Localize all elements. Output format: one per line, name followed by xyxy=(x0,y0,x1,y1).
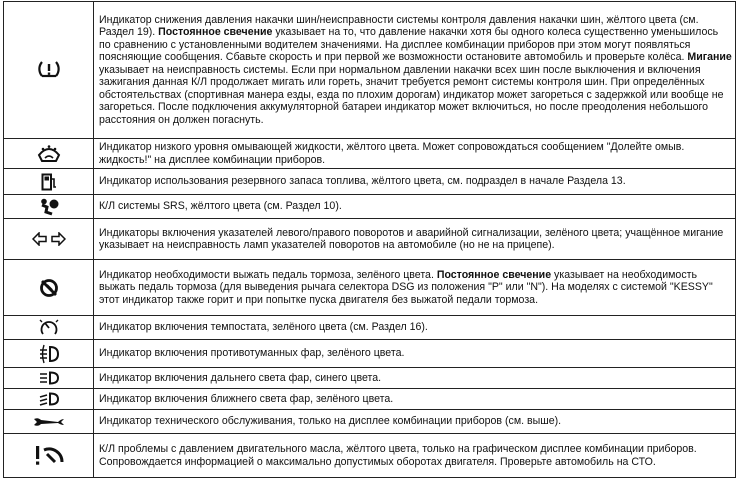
description-bold: Постоянное свечение xyxy=(436,268,552,281)
table-row xyxy=(4,195,736,219)
icon-cell xyxy=(4,2,94,139)
fuel-reserve-icon xyxy=(4,173,93,191)
airbag-srs-icon xyxy=(4,198,93,216)
description-bold: Мигание xyxy=(687,51,732,64)
description-text: Индикатор низкого уровня омывающей жидкости, жёлтого цвета. Может сопровождаться сообщением "Долейте омыв. жидкость!" на дисплее комбинации приборов. xyxy=(99,141,685,166)
turn-signal-arrows-icon xyxy=(4,232,93,246)
description-text: указывает на то, что давление накачки хотя бы одного колеса существенно уменьшилось по сравнению с установленными водителем значениями. На дисплее комбинации приборов при этом могут появляться поясняющие сообщения. Сбавьте скорость и при первой же возможности остановите автомобиль и проверьте колёса. xyxy=(99,26,719,64)
description-text: указывает на необходимость выжать педаль тормоза (для выведения рычага селектора DSG из положения "P" или "N"). На моделях с системой "KESSY" этот индикатор также горит и при попытке пуска двигателя без выжатой педали тормоза. xyxy=(99,268,713,306)
description-text: Индикатор включения дальнего света фар, синего цвета. xyxy=(99,371,382,384)
icon-cell xyxy=(4,169,94,195)
description-cell xyxy=(94,410,736,434)
table-row xyxy=(4,219,736,260)
description-text: Индикатор включения темпостата, зелёного цвета (см. Раздел 16). xyxy=(99,321,428,334)
description-cell xyxy=(94,219,736,260)
description-cell xyxy=(94,316,736,340)
description-cell xyxy=(94,389,736,410)
indicator-table xyxy=(3,1,736,478)
description-text: Индикатор технического обслуживания, только на дисплее комбинации приборов (см. выше). xyxy=(99,415,562,428)
icon-cell xyxy=(4,260,94,316)
description-text: К/Л системы SRS, жёлтого цвета (см. Раздел 10). xyxy=(99,200,342,213)
table-row xyxy=(4,389,736,410)
table-row xyxy=(4,169,736,195)
description-text: Индикатор использования резервного запаса топлива, жёлтого цвета, см. подраздел в начале Раздела 13. xyxy=(99,175,626,188)
washer-fluid-icon xyxy=(4,145,93,163)
description-cell xyxy=(94,169,736,195)
table-row xyxy=(4,434,736,478)
cruise-control-icon xyxy=(4,319,93,337)
table-row xyxy=(4,260,736,316)
description-text: Индикатор снижения давления накачки шин/неисправности системы контроля давления накачки шин, жёлтого цвета (см. Раздел 19). xyxy=(99,13,699,39)
icon-cell xyxy=(4,316,94,340)
high-beam-icon xyxy=(4,371,93,385)
press-brake-pedal-icon xyxy=(4,278,93,298)
description-cell xyxy=(94,368,736,389)
description-text: Индикаторы включения указателей левого/правого поворотов и аварийной сигнализации, зелёного цвета; учащённое мигание указывает на неисправность ламп указателей поворотов на автомобиле (но не на прицепе). xyxy=(99,226,724,251)
description-text: Индикатор включения противотуманных фар, зелёного цвета. xyxy=(99,347,405,360)
table-row xyxy=(4,139,736,169)
table-row xyxy=(4,368,736,389)
description-bold: Постоянное свечение xyxy=(158,26,273,39)
table-row xyxy=(4,316,736,340)
description-text: Индикатор включения ближнего света фар, зелёного цвета. xyxy=(99,392,394,405)
description-cell xyxy=(94,2,736,139)
description-cell xyxy=(94,260,736,316)
icon-cell xyxy=(4,434,94,478)
description-cell xyxy=(94,139,736,169)
description-text: Индикатор необходимости выжать педаль тормоза, зелёного цвета. xyxy=(99,268,437,281)
description-text: указывает на неисправность системы. Если при нормальном давлении накачки всех шин после выключения и включения зажигания данная К/Л продолжает мигать или гореть, значит требуется ремонт системы контроля шин. При определённых обстоятельствах (спортивная манера езды, езда по плохим дорогам) индикатор может загореться с задержкой или вообще не загореться. После подключения аккумуляторной батареи индикатор может включиться, но после преодоления небольшого расстояния он должен погаснуть. xyxy=(99,63,724,126)
icon-cell xyxy=(4,139,94,169)
front-fog-light-icon xyxy=(4,344,93,364)
description-cell xyxy=(94,434,736,478)
icon-cell xyxy=(4,219,94,260)
low-beam-icon xyxy=(4,392,93,406)
table-row xyxy=(4,2,736,139)
icon-cell xyxy=(4,410,94,434)
description-cell xyxy=(94,340,736,368)
icon-cell xyxy=(4,340,94,368)
icon-cell xyxy=(4,389,94,410)
engine-oil-rpm-warning-icon xyxy=(4,444,93,468)
description-cell xyxy=(94,195,736,219)
service-wrench-icon xyxy=(4,416,93,428)
description-text: К/Л проблемы с давлением двигательного масла, жёлтого цвета, только на графическом дисплее комбинации приборов. Сопровождается информацией о максимально допустимых оборотах двигателя. Проверьте автомобиль на СТО. xyxy=(99,443,697,468)
table-row xyxy=(4,340,736,368)
table-row xyxy=(4,410,736,434)
tire-pressure-warning-icon xyxy=(4,60,93,80)
icon-cell xyxy=(4,195,94,219)
icon-cell xyxy=(4,368,94,389)
